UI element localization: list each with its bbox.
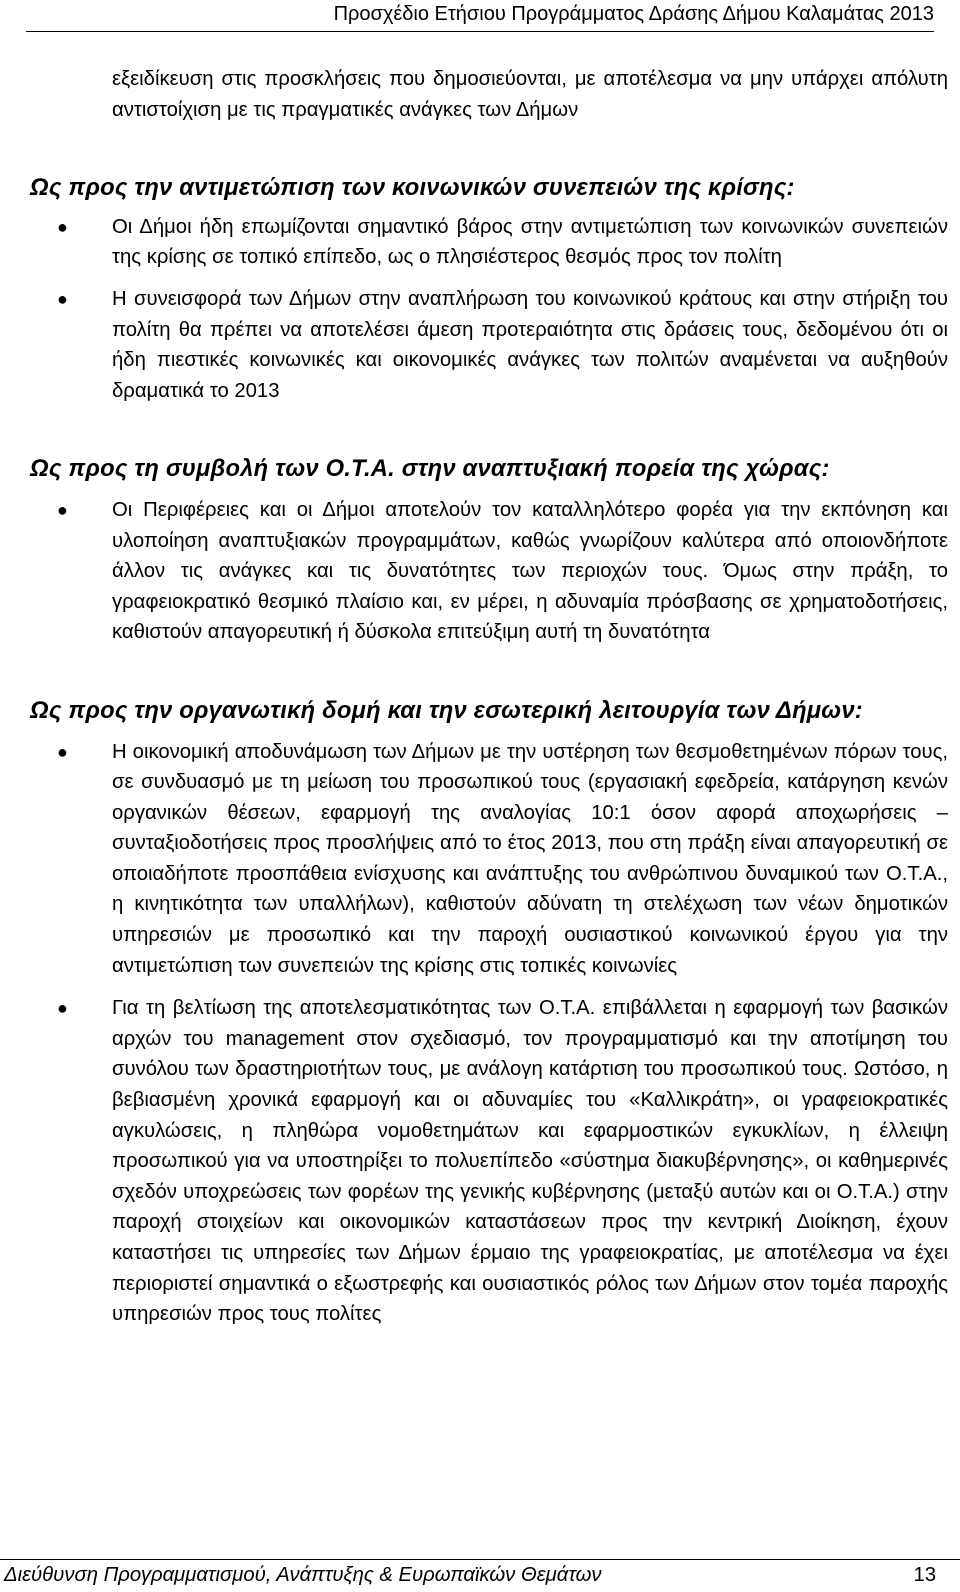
intro-paragraph: εξειδίκευση στις προσκλήσεις που δημοσιεύονται, με αποτέλεσμα να μην υπάρχει απόλυτη αντιστοίχιση με τις πραγματικές ανάγκες των Δήμων	[112, 68, 948, 121]
section-list-development-contribution	[30, 495, 948, 648]
page-header	[0, 2, 934, 26]
list-item	[30, 212, 948, 273]
document-body	[30, 64, 948, 1330]
list-item-text: Οι Περιφέρειες και οι Δήμοι αποτελούν τον καταλληλότερο φορέα για την εκπόνηση και υλοποίηση αναπτυξιακών προγραμμάτων, καθώς γνωρίζουν καλύτερα από οποιονδήποτε άλλον τις ανάγκες και τις δυνατότητες των περιοχών τους. Όμως στην πράξη, το γραφειοκρατικό θεσμικό πλαίσιο και, εν μέρει, η αδυναμία πρόσβασης σε χρηματοδοτήσεις, καθιστούν απαγορευτική ή δύσκολα επιτεύξιμη αυτή τη δυνατότητα	[112, 498, 948, 644]
section-heading-social-consequences: Ως προς την αντιμετώπιση των κοινωνικών συνεπειών της κρίσης:	[30, 174, 795, 202]
header-divider	[26, 31, 934, 32]
list-item-text: Η συνεισφορά των Δήμων στην αναπλήρωση του κοινωνικού κράτους και στην στήριξη του πολίτη θα πρέπει να αποτελέσει άμεση προτεραιότητα στις δράσεις τους, δεδομένου ότι οι ήδη πιεστικές κοινωνικές και οικονομικές ανάγκες των πολιτών αναμένεται να αυξηθούν δραματικά το 2013	[112, 287, 948, 402]
list-item-text: Η οικονομική αποδυνάμωση των Δήμων με την υστέρηση των θεσμοθετημένων πόρων τους, σε συνδυασμό με τη μείωση του προσωπικού τους (εργασιακή εφεδρεία, κατάργηση κενών οργανικών θέσεων, εφαρμογή της αναλογίας 10:1 όσον αφορά αποχωρήσεις – συνταξιοδοτήσεις προς προσλήψεις από το έτος 2013, που στη πράξη είναι απαγορευτική σε οποιαδήποτε προσπάθεια ενίσχυσης και ανάπτυξης του ανθρώπινου δυναμικού των Ο.Τ.Α., η κινητικότητα των υπαλλήλων), καθιστούν αδύνατη τη στελέχωση των νέων δημοτικών υπηρεσιών με προσωπικό και την παροχή ουσιαστικού κοινωνικού έργου για την αντιμετώπιση των συνεπειών της κρίσης στις τοπικές κοινωνίες	[112, 740, 948, 977]
list-item	[30, 495, 948, 648]
page-number: 13	[913, 1564, 936, 1586]
page-footer	[0, 1561, 960, 1589]
header-title: Προσχέδιο Ετήσιου Προγράμματος Δράσης Δήμου Καλαμάτας 2013	[333, 3, 934, 25]
bullet-icon: ●	[57, 998, 68, 1019]
section-list-social-consequences	[30, 212, 948, 407]
list-item-text: Για τη βελτίωση της αποτελεσματικότητας των Ο.Τ.Α. επιβάλλεται η εφαρμογή των βασικών αρχών του management στον σχεδιασμό, τον προγραμματισμό και την αποτίμηση του συνόλου των δραστηριοτήτων τους, με ανάλογη κατάρτιση του προσωπικού τους. Ωστόσο, η βεβιασμένη χρονικά εφαρμογή και οι αδυναμίες του «Καλλικράτη», οι γραφειοκρατικές αγκυλώσεις, η πληθώρα νομοθετημάτων και εφαρμοστικών εγκυκλίων, η έλλειψη προσωπικού για να υποστηρίξει το πολυεπίπεδο «σύστημα διακυβέρνησης», οι καθημερινές σχεδόν υποχρεώσεις των φορέων της γενικής κυβέρνησης (μεταξύ αυτών και οι Ο.Τ.Α.) στην παροχή στοιχείων και οικονομικών καταστάσεων προς την κεντρική Διοίκηση, έχουν καταστήσει τις υπηρεσίες των Δήμων έρμαιο της γραφειοκρατίας, με αποτέλεσμα να έχει περιοριστεί σημαντικά ο εξωστρεφής και ουσιαστικός ρόλος των Δήμων στον τομέα παροχής υπηρεσιών προς τους πολίτες	[112, 997, 948, 1326]
bullet-icon: ●	[57, 216, 68, 237]
bullet-icon: ●	[57, 741, 68, 762]
bullet-icon: ●	[57, 288, 68, 309]
section-heading-development-contribution: Ως προς τη συμβολή των Ο.Τ.Α. στην αναπτυξιακή πορεία της χώρας:	[30, 455, 830, 483]
section-list-organizational-structure	[30, 737, 948, 1330]
list-item	[30, 737, 948, 982]
list-item	[30, 284, 948, 406]
bullet-icon: ●	[57, 499, 68, 520]
footer-department: Διεύθυνση Προγραμματισμού, Ανάπτυξης & Ευρωπαϊκών Θεμάτων	[4, 1564, 602, 1586]
list-item	[30, 993, 948, 1330]
list-item-text: Οι Δήμοι ήδη επωμίζονται σημαντικό βάρος στην αντιμετώπιση των κοινωνικών συνεπειών της κρίσης σε τοπικό επίπεδο, ως ο πλησιέστερος θεσμός προς τον πολίτη	[112, 215, 948, 269]
section-heading-organizational-structure: Ως προς την οργανωτική δομή και την εσωτερική λειτουργία των Δήμων:	[30, 696, 863, 724]
footer-divider	[0, 1559, 960, 1560]
